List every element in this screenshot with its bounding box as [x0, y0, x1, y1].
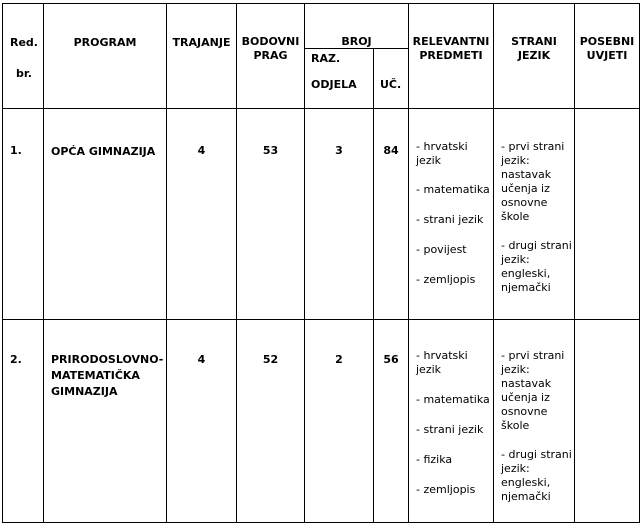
jezik-line: - drugi strani — [501, 239, 572, 252]
jezik-line: njemački — [501, 281, 551, 294]
predmet-item: - strani jezik — [416, 423, 484, 436]
jezik-line: učenja iz — [501, 182, 550, 195]
program-name-line: GIMNAZIJA — [51, 385, 118, 398]
ucenika-value: 56 — [383, 353, 399, 366]
program-cell — [44, 320, 167, 523]
trajanje-cell — [167, 109, 237, 320]
jezik-line: jezik: — [501, 154, 530, 167]
enrollment-table — [2, 3, 640, 523]
header-strani-line2: JEZIK — [517, 49, 551, 62]
header-posebni-line1: POSEBNI — [579, 35, 635, 48]
prag-cell — [237, 320, 305, 523]
predmeti-cell — [409, 109, 494, 320]
jezik-line: učenja iz — [501, 391, 550, 404]
jezik-item — [501, 448, 572, 504]
program-cell — [44, 109, 167, 320]
program-name: OPĆA GIMNAZIJA — [51, 145, 156, 158]
header-program — [44, 4, 167, 109]
table-row — [3, 109, 640, 320]
predmet-item: - povijest — [416, 243, 467, 256]
predmet-line: - hrvatski — [416, 349, 468, 362]
ucenika-cell — [374, 320, 409, 523]
header-uc-label: UČ. — [380, 78, 402, 91]
header-bodovni-line1: BODOVNI — [241, 35, 300, 48]
program-name-line: MATEMATIČKA — [51, 369, 140, 382]
header-uc — [374, 49, 409, 109]
jezik-cell — [494, 320, 575, 523]
jezik-line: - prvi strani — [501, 349, 565, 362]
header-broj — [305, 4, 409, 49]
ucenika-value: 84 — [383, 144, 399, 157]
trajanje-value: 4 — [197, 353, 206, 366]
uvjeti-cell — [575, 320, 640, 523]
jezik-line: nastavak — [501, 377, 552, 390]
header-raz-line2: ODJELA — [311, 78, 357, 91]
odjela-value: 3 — [335, 144, 343, 157]
header-broj-label: BROJ — [341, 35, 372, 48]
header-relevantni-line2: PREDMETI — [419, 49, 483, 62]
jezik-item — [501, 239, 572, 295]
jezik-line: osnovne — [501, 196, 548, 209]
trajanje-value: 4 — [197, 144, 206, 157]
header-program-label: PROGRAM — [73, 36, 137, 49]
predmet-line: - hrvatski — [416, 140, 468, 153]
jezik-line: jezik: — [501, 253, 530, 266]
header-posebni-line2: UVJETI — [586, 49, 628, 62]
header-relevantni-line1: RELEVANTNI — [412, 35, 490, 48]
table-row — [3, 320, 640, 523]
uvjeti-cell — [575, 109, 640, 320]
jezik-line: engleski, — [501, 267, 551, 280]
jezik-item — [501, 349, 564, 433]
jezik-line: jezik: — [501, 462, 530, 475]
predmet-item: - strani jezik — [416, 213, 484, 226]
jezik-item — [501, 140, 564, 224]
jezik-cell — [494, 109, 575, 320]
header-relevantni-predmeti — [409, 4, 494, 109]
predmet-item: - matematika — [416, 393, 490, 406]
ucenika-cell — [374, 109, 409, 320]
row-number-cell — [3, 320, 44, 523]
prag-value: 53 — [262, 144, 279, 157]
predmet-item — [416, 140, 468, 168]
odjela-cell — [305, 109, 374, 320]
predmet-item — [416, 349, 468, 377]
program-name-line: PRIRODOSLOVNO- — [51, 353, 164, 366]
jezik-line: jezik: — [501, 363, 530, 376]
row-number: 1. — [10, 144, 22, 157]
predmet-line: jezik — [416, 363, 442, 376]
header-trajanje — [167, 4, 237, 109]
jezik-line: engleski, — [501, 476, 551, 489]
row-number: 2. — [10, 353, 22, 366]
row-number-cell — [3, 109, 44, 320]
predmet-item: - zemljopis — [416, 483, 476, 496]
trajanje-cell — [167, 320, 237, 523]
jezik-line: škole — [501, 419, 530, 432]
header-strani-line1: STRANI — [511, 35, 557, 48]
predmet-item: - zemljopis — [416, 273, 476, 286]
jezik-line: - drugi strani — [501, 448, 572, 461]
header-raz-line1: RAZ. — [311, 52, 341, 65]
header-trajanje-label: TRAJANJE — [172, 36, 231, 49]
predmet-item: - fizika — [416, 453, 453, 466]
header-red-line2: br. — [16, 67, 32, 80]
jezik-line: škole — [501, 210, 530, 223]
header-bodovni-prag — [237, 4, 305, 109]
prag-cell — [237, 109, 305, 320]
predmet-item: - matematika — [416, 183, 490, 196]
header-raz-odjela — [305, 49, 374, 109]
header-red-line1: Red. — [10, 36, 38, 49]
odjela-value: 2 — [335, 353, 343, 366]
header-strani-jezik — [494, 4, 575, 109]
header-bodovni-line2: PRAG — [253, 49, 288, 62]
header-row — [3, 4, 640, 49]
jezik-line: - prvi strani — [501, 140, 565, 153]
header-posebni-uvjeti — [575, 4, 640, 109]
jezik-line: nastavak — [501, 168, 552, 181]
predmeti-cell — [409, 320, 494, 523]
header-red-br — [3, 4, 44, 109]
predmet-line: jezik — [416, 154, 442, 167]
jezik-line: osnovne — [501, 405, 548, 418]
prag-value: 52 — [262, 353, 279, 366]
odjela-cell — [305, 320, 374, 523]
jezik-line: njemački — [501, 490, 551, 503]
